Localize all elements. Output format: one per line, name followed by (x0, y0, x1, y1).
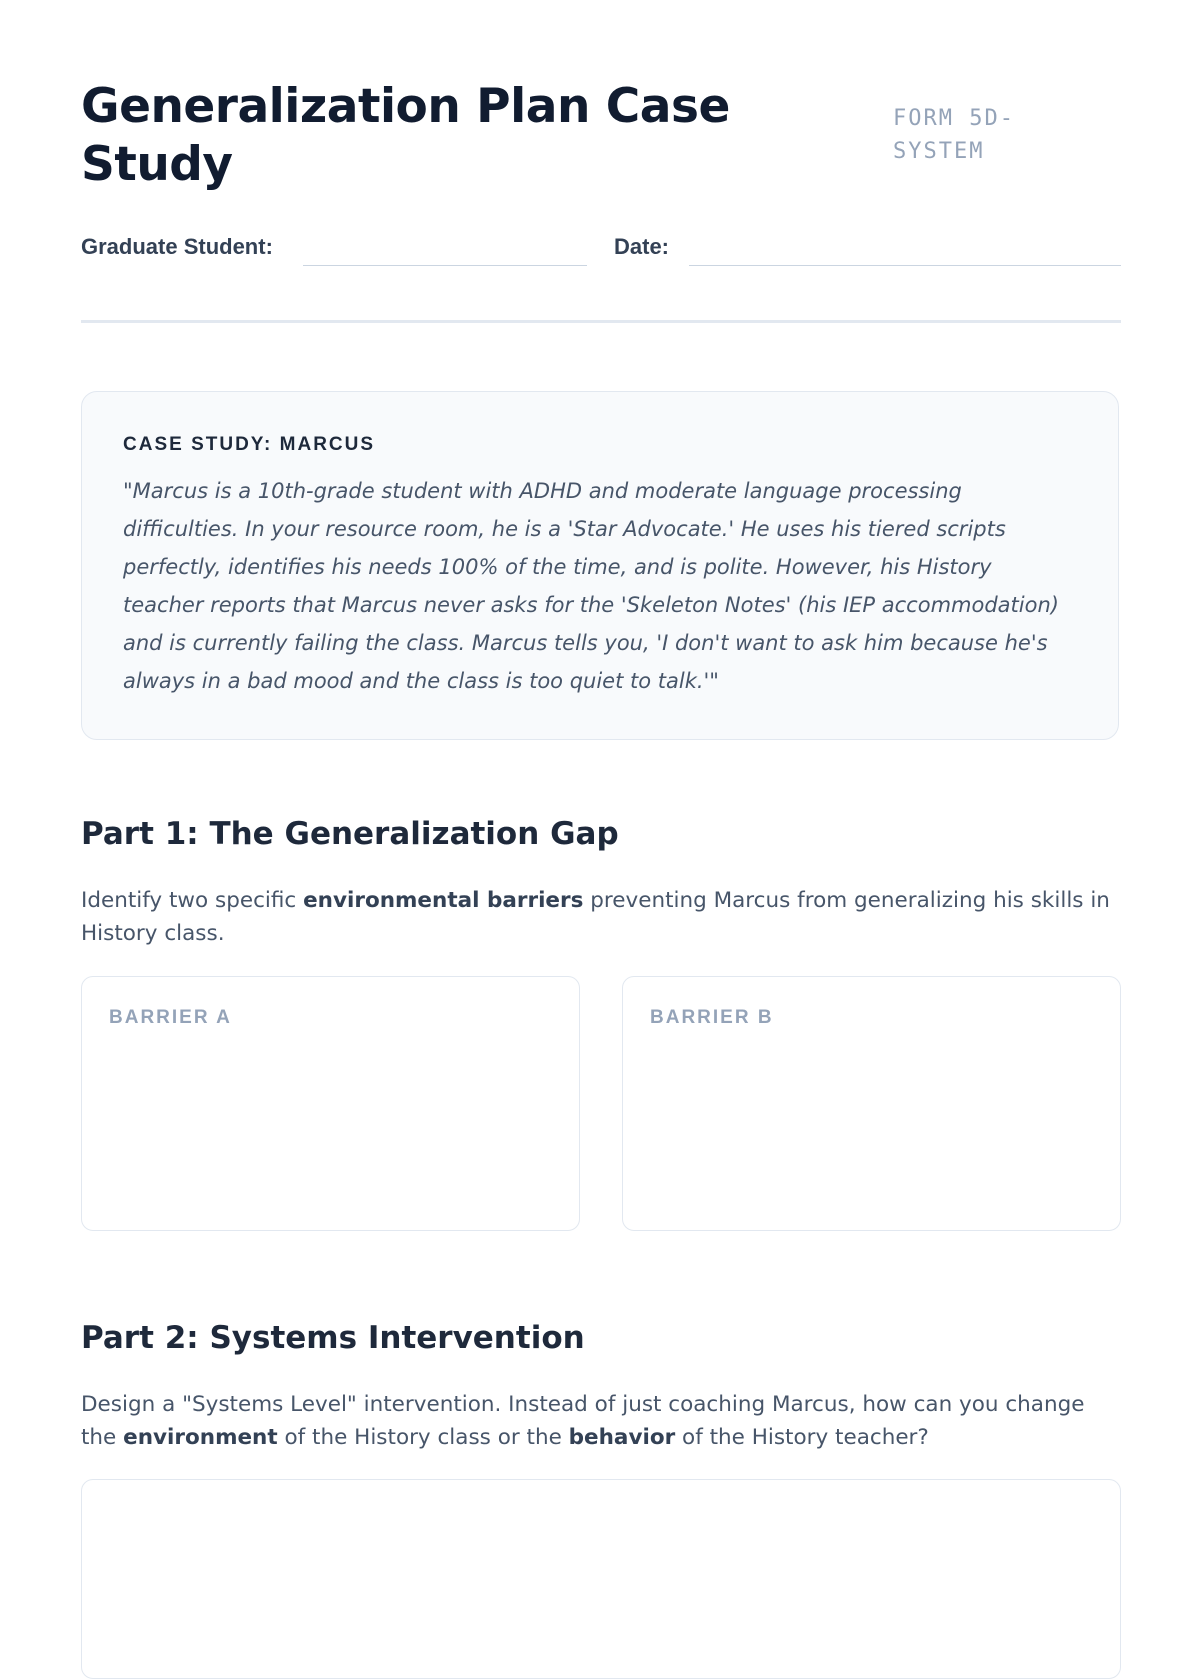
student-label: Graduate Student: (81, 234, 273, 259)
case-study-heading: CASE STUDY: MARCUS (123, 434, 376, 455)
header-divider (81, 320, 1121, 323)
page-title: Generalization Plan Case Study (81, 79, 730, 192)
part1-description: Identify two specific environmental barriers preventing Marcus from generalizing his skills in History class. (81, 888, 1110, 946)
date-label: Date: (614, 234, 670, 259)
barrier-a-label: BARRIER A (109, 1007, 232, 1028)
barrier-a-box[interactable] (81, 976, 580, 1231)
intervention-answer-box[interactable] (81, 1479, 1121, 1679)
case-study-text: "Marcus is a 10th-grade student with ADHD and moderate language processing difficulties. In your resource room, he is a 'Star Advocate.' He uses his tiered scripts perfectly, identifies his needs 100% of the time, and is polite. However, his History teacher reports that Marcus never asks for the 'Skeleton Notes' (his IEP accommodation) and is currently failing the class. Marcus tells you, 'I don't want to ask him because he's always in a bad mood and the class is too quiet to talk.'" (123, 479, 1059, 693)
part1-title: Part 1: The Generalization Gap (81, 816, 619, 852)
part2-description: Design a "Systems Level" intervention. Instead of just coaching Marcus, how can you change the environment of the History class or the behavior of the History teacher? (81, 1392, 1085, 1450)
barrier-b-label: BARRIER B (650, 1007, 774, 1028)
barrier-b-box[interactable] (622, 976, 1121, 1231)
part2-title: Part 2: Systems Intervention (81, 1320, 585, 1356)
form-code: FORM 5D-SYSTEM (893, 106, 1015, 164)
case-study-box (81, 391, 1119, 740)
date-field[interactable] (689, 265, 1121, 266)
student-name-field[interactable] (303, 265, 587, 266)
